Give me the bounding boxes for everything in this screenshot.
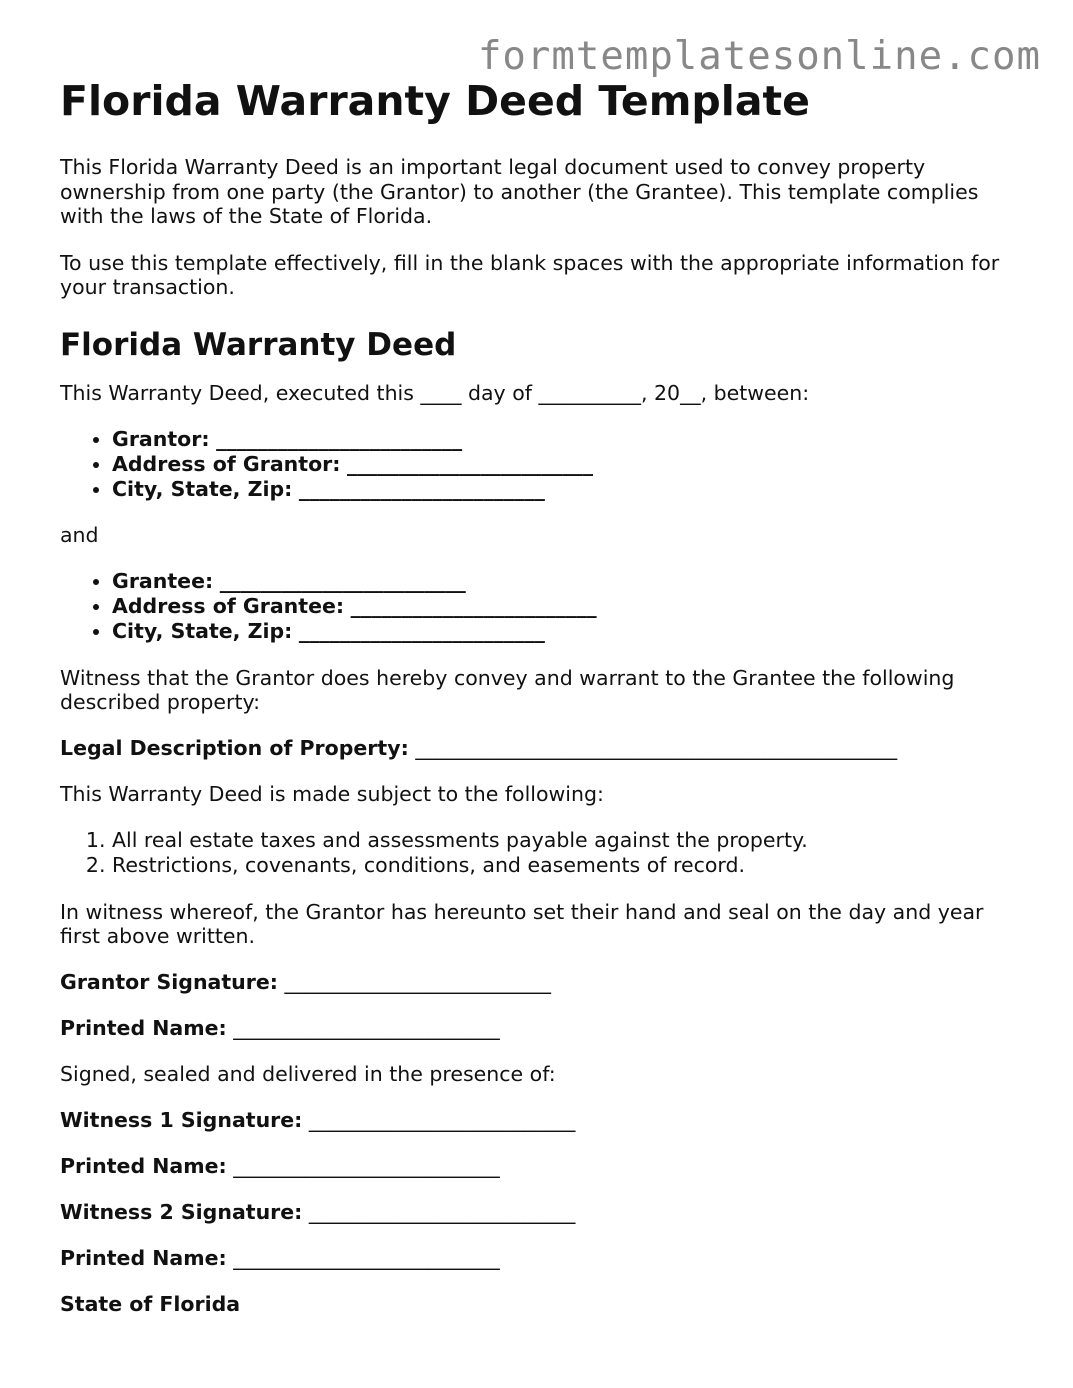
list-item: 2. Restrictions, covenants, conditions, and easements of record. (112, 853, 1020, 878)
grantor-signature-field (60, 970, 1020, 995)
list-item (112, 477, 1020, 502)
field-blank[interactable]: __________________________ (284, 970, 552, 994)
subject-text: This Warranty Deed is made subject to the following: (60, 782, 604, 806)
field-label: Printed Name: (60, 1016, 227, 1040)
field-label: City, State, Zip: (112, 476, 293, 501)
field-blank[interactable]: ________________________ (216, 426, 463, 451)
legal-description-field (60, 736, 1020, 761)
list-item (112, 619, 1020, 644)
field-label: Address of Grantee: (112, 594, 345, 618)
watermark: formtemplatesonline.com (477, 34, 1041, 79)
field-blank[interactable]: __________________________ (308, 1108, 576, 1132)
list-item (112, 594, 1020, 619)
document-page (60, 76, 1020, 1338)
field-label: Witness 2 Signature: (60, 1200, 303, 1224)
list-item (112, 452, 1020, 477)
field-label: Printed Name: (60, 1246, 227, 1270)
grantee-fields-list (60, 569, 1020, 644)
intro-paragraph-2: To use this template effectively, fill in the blank spaces with the appropriate information for your transaction. (60, 250, 1000, 299)
field-blank[interactable]: ________________________ (350, 594, 597, 618)
presence-text: Signed, sealed and delivered in the presence of: (60, 1062, 556, 1086)
witness2-printed-name-field (60, 1246, 1020, 1271)
list-item: 1. All real estate taxes and assessments payable against the property. (112, 828, 1020, 853)
section-title: Florida Warranty Deed (60, 326, 457, 363)
field-label: Grantee: (112, 569, 214, 593)
field-blank[interactable]: __________________________ (308, 1200, 576, 1224)
page-title: Florida Warranty Deed Template (60, 77, 810, 125)
grantor-printed-name-field (60, 1016, 1020, 1041)
field-label: Address of Grantor: (112, 451, 341, 476)
conditions-list (60, 828, 1020, 878)
field-label: Legal Description of Property: (60, 736, 409, 760)
executed-line: This Warranty Deed, executed this ____ day of __________, 20__, between: (60, 380, 810, 405)
field-label: Witness 1 Signature: (60, 1108, 303, 1132)
field-blank[interactable]: ________________________ (298, 476, 545, 501)
list-item (112, 427, 1020, 452)
witness2-signature-field (60, 1200, 1020, 1225)
field-blank[interactable]: ________________________ (219, 569, 466, 593)
list-item (112, 569, 1020, 594)
grantor-fields-list (60, 427, 1020, 502)
witness1-printed-name-field (60, 1154, 1020, 1179)
field-label: Grantor Signature: (60, 970, 278, 994)
field-blank[interactable]: ________________________ (347, 451, 593, 476)
field-label: Printed Name: (60, 1154, 227, 1178)
field-label: City, State, Zip: (112, 619, 293, 643)
field-blank[interactable]: __________________________ (233, 1016, 500, 1040)
and-text: and (60, 523, 99, 547)
field-blank[interactable]: ________________________ (298, 619, 545, 643)
field-blank[interactable]: __________________________ (233, 1154, 500, 1178)
field-blank[interactable]: __________________________ (233, 1246, 500, 1270)
witness-text: Witness that the Grantor does hereby convey and warrant to the Grantee the following described property: (60, 665, 955, 714)
witness1-signature-field (60, 1108, 1020, 1133)
state-heading: State of Florida (60, 1292, 241, 1316)
field-blank[interactable]: _______________________________________________ (415, 736, 898, 760)
intro-paragraph-1: This Florida Warranty Deed is an important legal document used to convey property ownership from one party (the Grantor) to another (the Grantee). This template complies with the laws of the State of Florida. (60, 155, 979, 228)
whereof-text: In witness whereof, the Grantor has hereunto set their hand and seal on the day and year first above written. (60, 899, 984, 948)
field-label: Grantor: (112, 426, 210, 451)
